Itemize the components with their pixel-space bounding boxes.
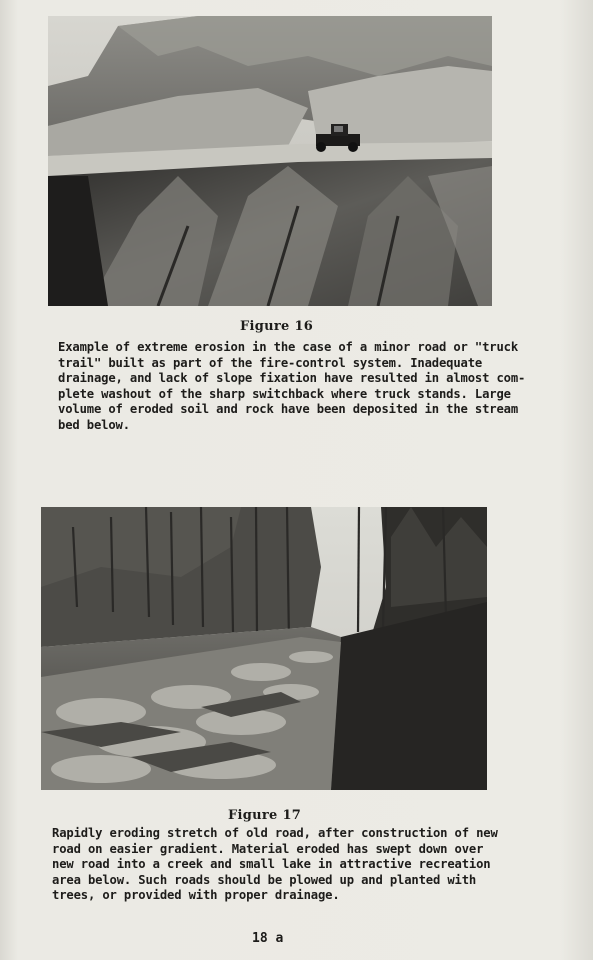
caption-line: trees, or provided with proper drainage. bbox=[52, 888, 340, 903]
eroded-hillside-truck-image bbox=[48, 16, 492, 306]
caption-line: new road into a creek and small lake in attractive recreation bbox=[52, 857, 491, 872]
eroded-forest-road-image bbox=[41, 507, 487, 790]
page-number: 18 a bbox=[252, 931, 284, 946]
figure-17-photo bbox=[41, 507, 487, 790]
figure-17-title: Figure 17 bbox=[228, 808, 302, 823]
caption-line: volume of eroded soil and rock have been deposited in the stream bbox=[58, 402, 518, 417]
figure-16-caption bbox=[58, 340, 525, 434]
caption-line: trail" built as part of the fire-control system. Inadequate bbox=[58, 355, 483, 370]
caption-line: Rapidly eroding stretch of old road, after construction of new bbox=[52, 826, 498, 840]
figure-17-caption bbox=[52, 826, 498, 904]
caption-line: road on easier gradient. Material eroded has swept down over bbox=[52, 841, 484, 856]
figure-16-photo bbox=[48, 16, 492, 306]
caption-line: drainage, and lack of slope fixation have resulted in almost com- bbox=[58, 371, 526, 386]
caption-line: plete washout of the sharp switchback where truck stands. Large bbox=[58, 386, 511, 401]
figure-16-title: Figure 16 bbox=[240, 319, 314, 334]
caption-line: area below. Such roads should be plowed up and planted with bbox=[52, 872, 477, 887]
caption-line: bed below. bbox=[58, 417, 130, 432]
caption-line: Example of extreme erosion in the case of a minor road or "truck bbox=[58, 340, 518, 354]
